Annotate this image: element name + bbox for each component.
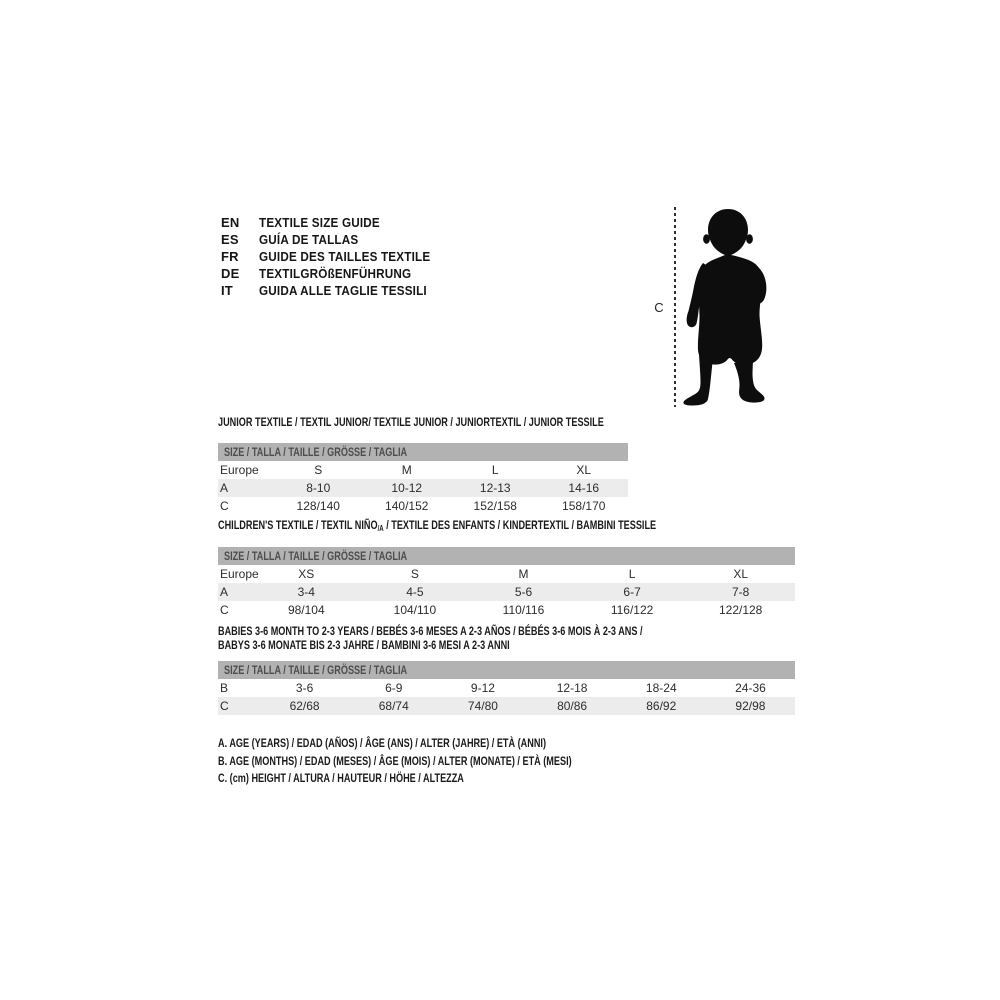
lang-code: ES [221,232,239,247]
row-label: C [220,499,229,513]
table-row [218,697,795,715]
cell: 9-12 [470,681,495,695]
lang-line-de [221,265,449,282]
height-measure-dashed-line [674,207,676,407]
lang-label: GUIDA ALLE TAGLIE TESSILI [259,283,427,298]
lang-line-it [221,282,449,299]
title-subscript: /A [377,524,384,533]
cell: 158/170 [562,499,606,513]
cell: 74/80 [467,699,498,713]
lang-line-es [221,231,449,248]
cell: 3-6 [295,681,314,695]
cell: 6-7 [623,585,641,599]
cell: XS [298,567,315,581]
row-label: C [220,699,229,713]
cell: 104/110 [393,603,437,617]
lang-label: GUIDE DES TAILLES TEXTILE [259,249,431,264]
cell: S [314,463,323,477]
table-title: JUNIOR TEXTILE / TEXTIL JUNIOR/ TEXTILE JUNIOR / JUNIORTEXTIL / JUNIOR TESSILE [218,415,604,429]
cell: M [401,463,412,477]
legend-line-b: B. AGE (MONTHS) / EDAD (MESES) / ÂGE (MOIS) / ALTER (MONATE) / ETÀ (MESI) [218,753,572,768]
cell: 116/122 [610,603,654,617]
table-title: CHILDREN'S TEXTILE / TEXTIL NIÑO/A / TEXTILE DES ENFANTS / KINDERTEXTIL / BAMBINI TESSILE [218,518,657,533]
cell: 110/116 [502,603,545,617]
toddler-silhouette-icon [682,206,786,408]
lang-line-en [221,214,449,231]
cell: 98/104 [287,603,325,617]
cell: 18-24 [645,681,677,695]
row-label: Europe [220,463,259,477]
cell: 7-8 [732,585,750,599]
table-row [218,461,628,479]
cell: XL [576,463,592,477]
cell: 122/128 [718,603,763,617]
cell: M [518,567,529,581]
lang-label: TEXTILGRÖßENFÜHRUNG [259,266,412,281]
size-header-bar: SIZE / TALLA / TAILLE / GRÖSSE / TAGLIA [218,443,628,461]
cell: 152/158 [473,499,517,513]
cell: 62/68 [289,699,320,713]
cell: 12-13 [479,481,511,495]
lang-line-fr [221,248,449,265]
table-row [218,583,795,601]
table-title: BABIES 3-6 MONTH TO 2-3 YEARS / BEBÉS 3-6 MESES A 2-3 AÑOS / BÉBÉS 3-6 MOIS À 2-3 ANS / [218,624,643,638]
row-label: Europe [220,567,259,581]
cell: 80/86 [557,699,588,713]
legend-line-a: A. AGE (YEARS) / EDAD (AÑOS) / ÂGE (ANS) / ALTER (JAHRE) / ETÀ (ANNI) [218,736,546,750]
lang-label: GUÍA DE TALLAS [259,232,359,247]
junior-textile-table [218,416,628,515]
cell: 92/98 [735,699,766,713]
size-header-bar: SIZE / TALLA / TAILLE / GRÖSSE / TAGLIA [218,661,795,679]
cell: 140/152 [385,499,429,513]
table-title-line2: BABYS 3-6 MONATE BIS 2-3 JAHRE / BAMBINI 3-6 MESI A 2-3 ANNI [218,638,510,652]
lang-code: IT [221,283,233,298]
cell: 68/74 [378,699,409,713]
row-label: A [220,585,229,599]
cell: 6-9 [385,681,403,695]
table-row [218,679,795,697]
table-row [218,601,795,619]
cell: XL [733,567,749,581]
cell: 8-10 [306,481,331,495]
childrens-textile-table [218,519,795,619]
lang-code: FR [221,249,239,264]
cell: 10-12 [391,481,423,495]
cell: L [628,567,636,581]
row-label: C [220,603,229,617]
row-label: B [220,681,229,695]
table-row [218,565,795,583]
cell: 5-6 [514,585,533,599]
cell: 4-5 [406,585,424,599]
lang-label: TEXTILE SIZE GUIDE [259,215,380,230]
table-row [218,497,628,515]
cell: S [410,567,419,581]
size-header-bar: SIZE / TALLA / TAILLE / GRÖSSE / TAGLIA [218,547,795,565]
cell: 3-4 [297,585,315,599]
cell: 128/140 [296,499,340,513]
legend [218,735,683,788]
height-measure-label: C [654,300,664,315]
cell: L [491,463,499,477]
cell: 14-16 [568,481,600,495]
babies-textile-table [218,624,795,715]
lang-code: EN [221,215,240,230]
cell: 24-36 [735,681,766,695]
cell: 86/92 [646,699,677,713]
legend-line-c: C. (cm) HEIGHT / ALTURA / HAUTEUR / HÖHE / ALTEZZA [218,771,464,785]
language-title-list [221,214,449,299]
lang-code: DE [221,266,240,281]
cell: 12-18 [556,681,588,695]
row-label: A [220,481,229,495]
table-row [218,479,628,497]
